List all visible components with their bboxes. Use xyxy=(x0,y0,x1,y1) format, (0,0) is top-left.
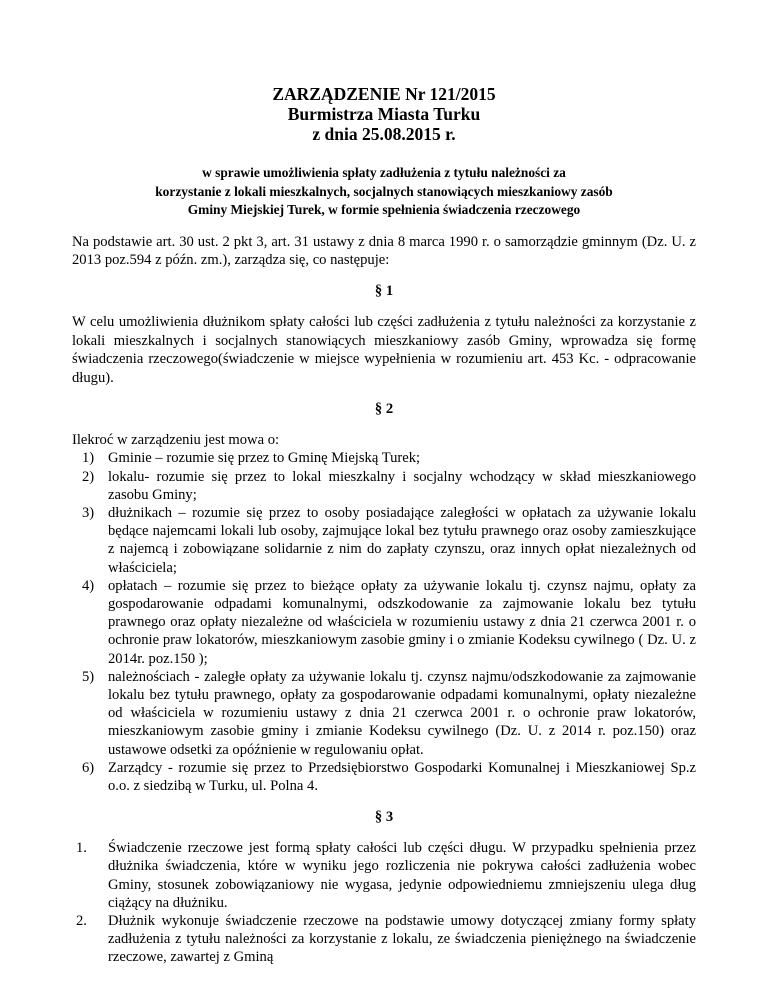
item-number: 2. xyxy=(76,913,87,930)
section-2-intro: Ilekroć w zarządzeniu jest mowa o: xyxy=(72,431,280,448)
section-1-text: W celu umożliwienia dłużnikom spłaty całości lub części zadłużenia z tytułu należności za korzystanie z lokali mieszkalnych i socjalnych stanowiących mieszkaniowy zasób Gminy, wprowadza się formę świadczenia rzeczowego(świadczenie w miejsce wypełnienia w rozumieniu art. 453 Kc. - odpracowanie długu). xyxy=(72,314,696,386)
section-2-heading: § 2 xyxy=(374,400,394,417)
item-text: Zarządcy - rozumie się przez to Przedsiębiorstwo Gospodarki Komunalnej i Mieszkaniowej Sp.z o.o. z siedzibą w Turku, ul. Polna 4. xyxy=(108,759,696,794)
list-item xyxy=(72,912,696,967)
document-page xyxy=(72,84,696,967)
subject-line-2: korzystanie z lokali mieszkalnych, socjalnych stanowiących mieszkaniowy zasób xyxy=(155,183,613,199)
item-text: Gminie – rozumie się przez to Gminę Miejską Turek; xyxy=(108,450,421,467)
document-title xyxy=(72,84,696,144)
list-item xyxy=(72,668,696,759)
section-3-list xyxy=(72,839,696,966)
list-item xyxy=(72,839,696,912)
definitions-list xyxy=(72,449,696,795)
item-number: 1. xyxy=(76,840,87,857)
item-number: 5) xyxy=(82,668,95,685)
item-text: Świadczenie rzeczowe jest formą spłaty całości lub części długu. W przypadku spełnienia przez dłużnika świadczenia, które w wyniku jego rozliczenia nie pokrywa całości zadłużenia wobec Gminy, stosunek zobowiązaniowy nie wygasa, jedynie odpowiedniemu zmniejszeniu ulega dług ciążący na dłużniku. xyxy=(108,840,696,911)
item-number: 1) xyxy=(82,450,95,467)
item-text: Dłużnik wykonuje świadczenie rzeczowe na podstawie umowy dotyczącej zmiany formy spłaty zadłużenia z tytułu należności za korzystanie z lokalu, ze świadczenia pieniężnego na świadczenie rzeczowe, zawartej z Gminą xyxy=(108,913,696,966)
item-text: należnościach - zaległe opłaty za używanie lokalu tj. czynsz najmu/odszkodowanie za zajmowanie lokalu bez tytułu prawnego, opłaty za gospodarowanie odpadami komunalnymi, opłaty niezależne od właściciela w rozumieniu ustawy z dnia 21 czerwca 2001 r. o ochronie praw lokatorów, mieszkaniowym zasobie gminy i zmianie Kodeksu cywilnego (Dz. U. z 2014 r. poz.150) oraz ustawowe odsetki za opóźnienie w regulowaniu opłat. xyxy=(108,668,696,758)
item-number: 6) xyxy=(82,759,95,776)
title-line-3: z dnia 25.08.2015 r. xyxy=(312,124,456,144)
title-line-2: Burmistrza Miasta Turku xyxy=(287,104,481,124)
subject-line-1: w sprawie umożliwienia spłaty zadłużenia z tytułu należności za xyxy=(202,165,566,180)
section-1-heading: § 1 xyxy=(374,283,394,300)
item-number: 3) xyxy=(82,504,95,521)
list-item xyxy=(72,577,696,668)
item-text: opłatach – rozumie się przez to bieżące opłaty za używanie lokalu tj. czynsz najmu, opłaty za gospodarowanie odpadami komunalnymi, odszkodowanie za zajmowanie lokalu bez tytułu prawnego oraz opłaty niezależne od właściciela w rozumieniu ustawy z dnia 21 czerwca 2001 r. o ochronie praw lokatorów, mieszkaniowym zasobie gminy i o zmianie Kodeksu cywilnego ( Dz. U. z 2014r. poz.150 ); xyxy=(108,577,696,667)
list-item xyxy=(72,468,696,504)
title-line-1: ZARZĄDZENIE Nr 121/2015 xyxy=(272,84,496,104)
item-text: lokalu- rozumie się przez to lokal mieszkalny i socjalny wchodzący w skład mieszkaniowego zasobu Gminy; xyxy=(108,468,696,503)
item-number: 4) xyxy=(82,577,95,594)
item-number: 2) xyxy=(82,468,95,485)
list-item xyxy=(72,504,696,577)
document-subject xyxy=(72,164,696,220)
section-3-heading: § 3 xyxy=(374,809,394,826)
list-item xyxy=(72,449,696,467)
legal-basis: Na podstawie art. 30 ust. 2 pkt 3, art. 31 ustawy z dnia 8 marca 1990 r. o samorządzie gminnym (Dz. U. z 2013 poz.594 z późn. zm.), zarządza się, co następuje: xyxy=(72,233,696,268)
list-item xyxy=(72,759,696,795)
subject-line-3: Gminy Miejskiej Turek, w formie spełnienia świadczenia rzeczowego xyxy=(187,202,581,217)
item-text: dłużnikach – rozumie się przez to osoby posiadające zaległości w opłatach za używanie lokalu będące najemcami lokali lub osoby, zajmujące lokal bez tytułu prawnego oraz osoby zamieszkujące z najemcą i zobowiązane solidarnie z nim do zapłaty czynszu, oraz innych opłat niezależnych od właściciela; xyxy=(108,504,696,576)
